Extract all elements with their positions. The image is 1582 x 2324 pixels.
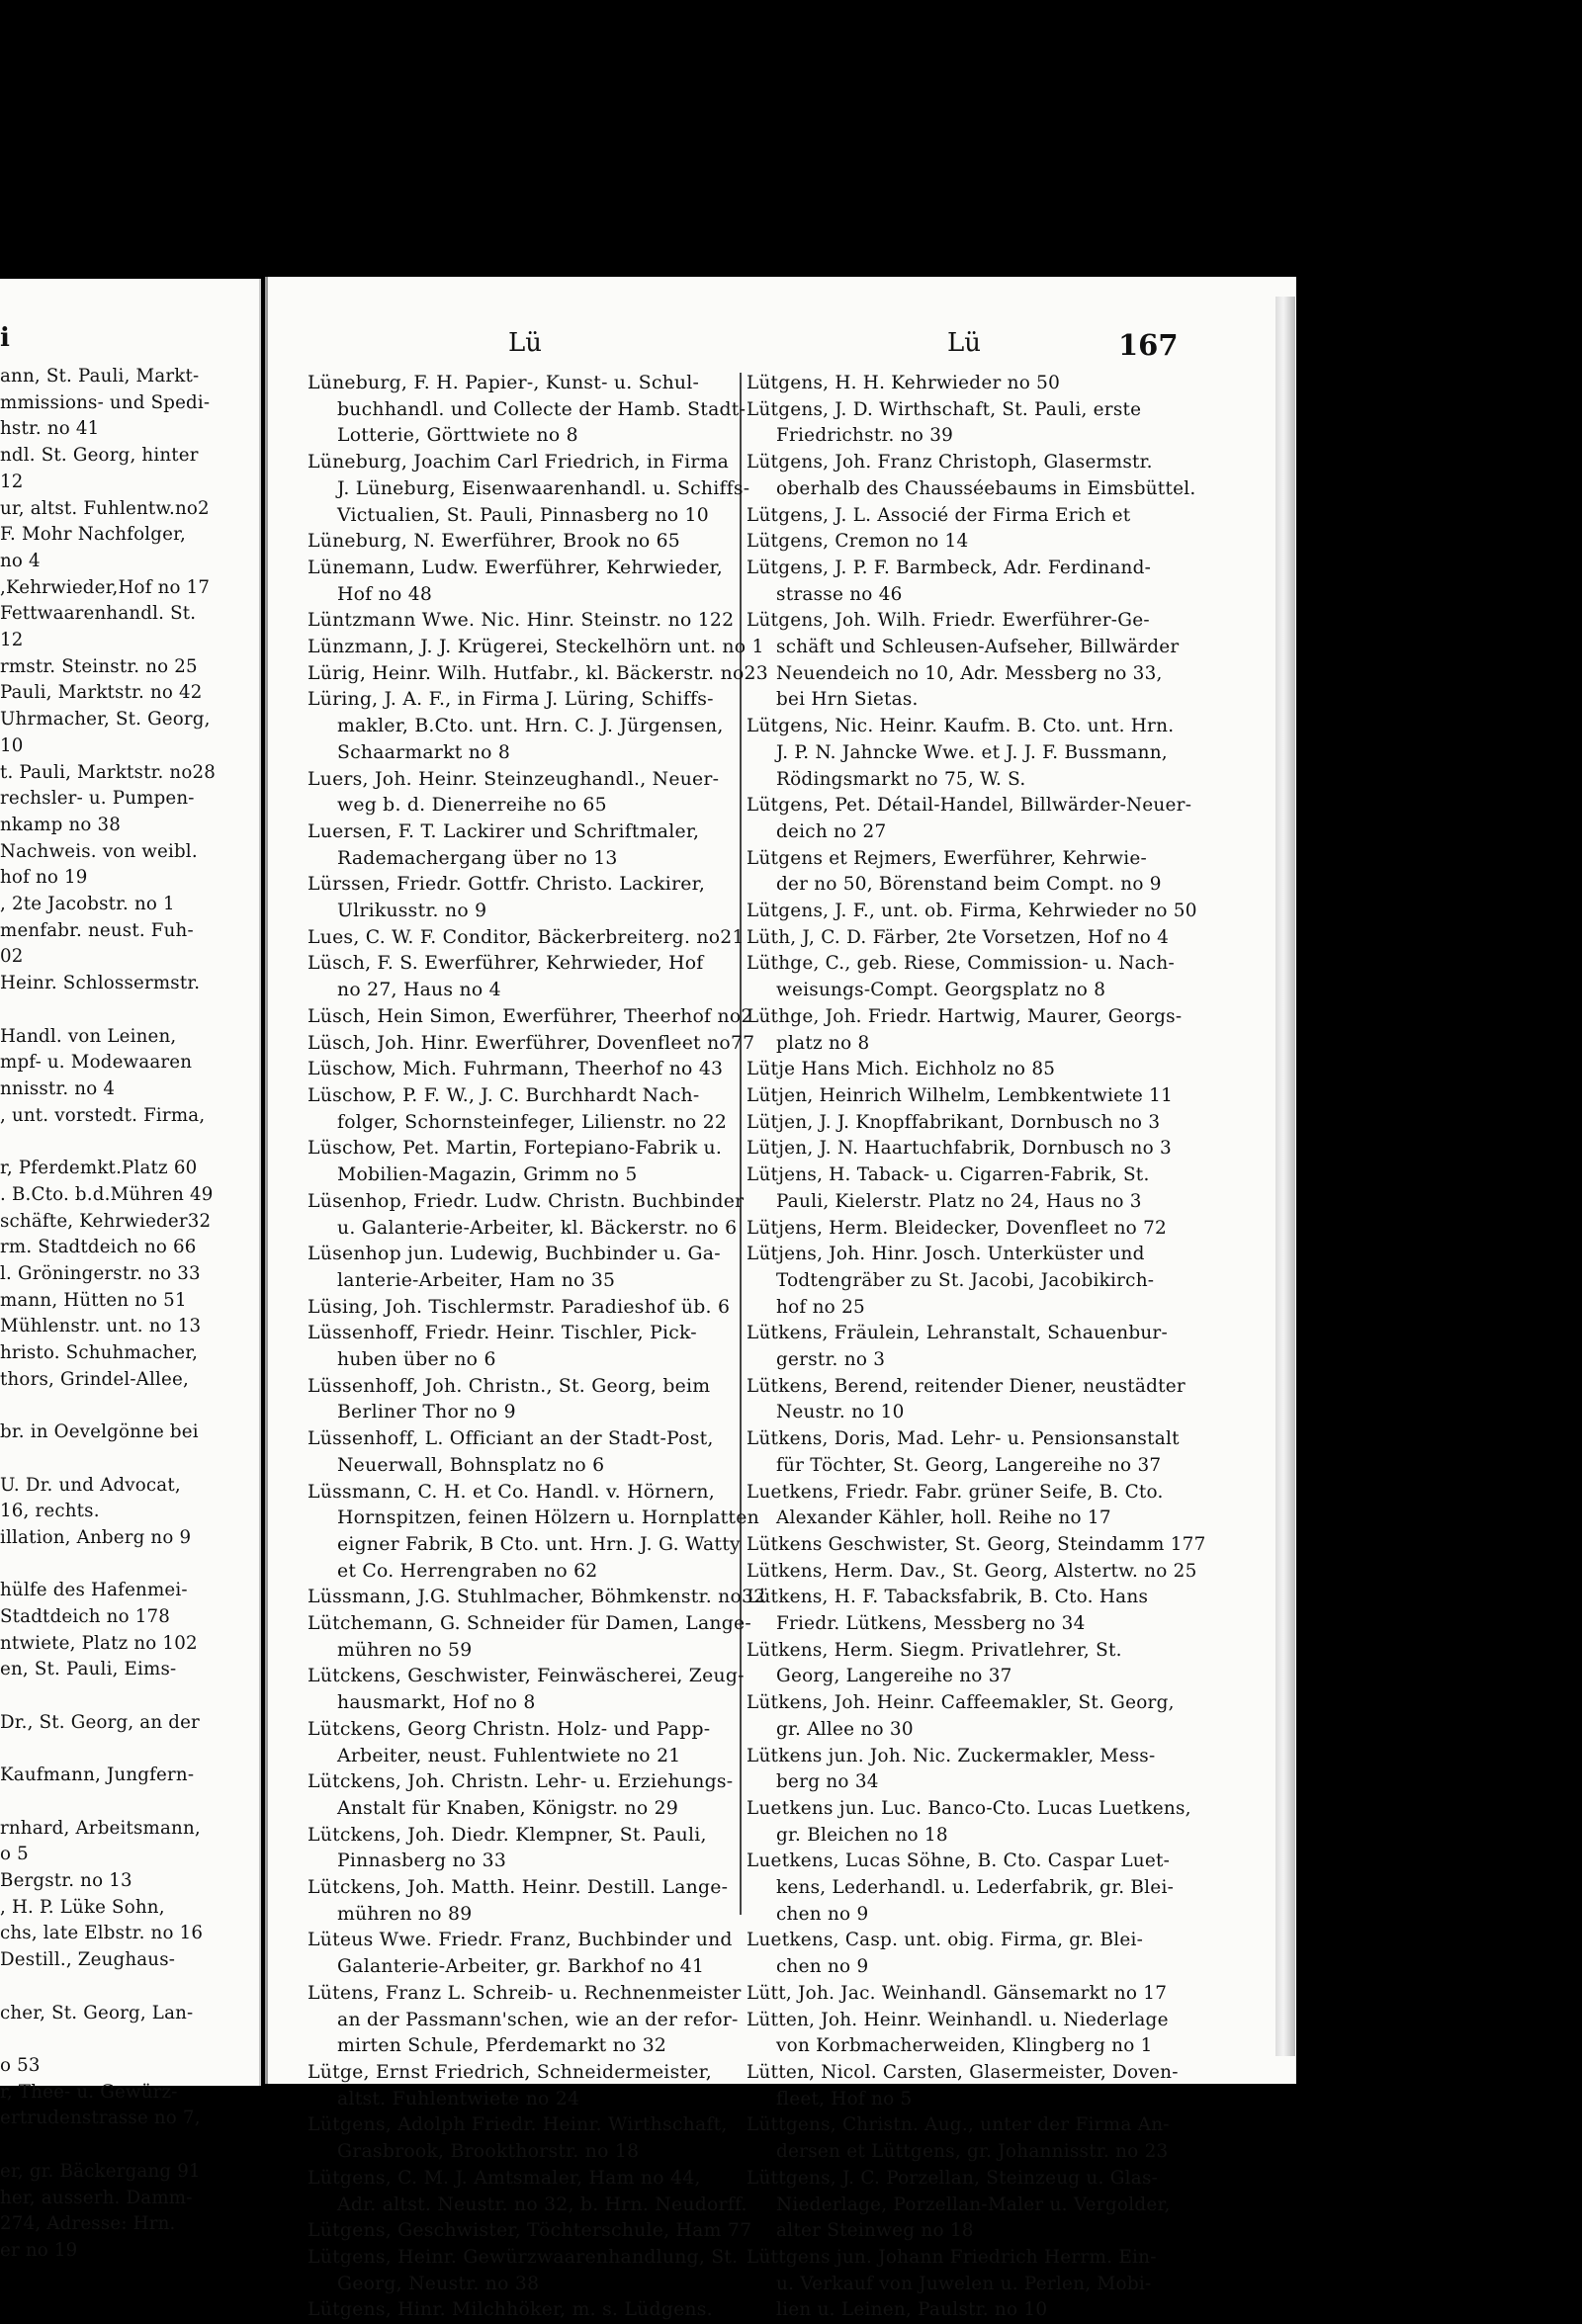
directory-continuation-line: Hof no 48	[337, 583, 433, 605]
directory-continuation-line: Ulrikusstr. no 9	[337, 901, 487, 922]
directory-entry-line: Lüneburg, N. Ewerführer, Brook no 65	[308, 531, 680, 553]
directory-entry-line: Lünzmann, J. J. Krügerei, Steckelhörn unt. no 1	[308, 637, 764, 658]
left-page-line: 274, Adresse: Hrn.	[0, 2213, 176, 2235]
left-page-line	[0, 1446, 222, 1473]
directory-continuation-line: chen no 9	[776, 1903, 869, 1925]
directory-continuation-line: Berliner Thor no 9	[337, 1402, 516, 1423]
left-page-line: mann, Hütten no 51	[0, 1289, 187, 1311]
left-page-line: mmissions- und Spedi-	[0, 391, 211, 413]
left-page-line: rm. Stadtdeich no 66	[0, 1237, 197, 1258]
left-page-line: hülfe des Hafenmei-	[0, 1580, 188, 1601]
left-page-line: ann, St. Pauli, Markt-	[0, 366, 200, 387]
left-page-line: rnhard, Arbeitsmann,	[0, 1817, 201, 1839]
directory-entry-line: Lüssmann, J.G. Stuhlmacher, Böhmkenstr. no32	[308, 1587, 766, 1608]
directory-entry-line: Luetkens jun. Luc. Banco-Cto. Lucas Luetkens,	[747, 1797, 1191, 1819]
directory-continuation-line: folger, Schornsteinfeger, Lilienstr. no 22	[337, 1111, 728, 1133]
directory-entry-line: Lütten, Joh. Heinr. Weinhandl. u. Niederlage	[747, 2009, 1169, 2030]
directory-continuation-line: platz no 8	[776, 1032, 870, 1054]
left-page-line: thors, Grindel-Allee,	[0, 1368, 189, 1390]
directory-entry-line: Lues, C. W. F. Conditor, Bäckerbreiterg. no21	[308, 926, 745, 948]
directory-entry-line: Lütten, Nicol. Carsten, Glasermeister, Doven-	[747, 2062, 1179, 2083]
directory-continuation-line: Niederlage, Porzellan-Maler u. Vergolder,	[776, 2194, 1171, 2215]
directory-continuation-line: mirten Schule, Pferdemarkt no 32	[337, 2035, 667, 2057]
directory-continuation-line: buchhandl. und Collecte der Hamb. Stadt-	[337, 398, 747, 420]
left-page-line: menfabr. neust. Fuh-	[0, 919, 194, 941]
left-page-line: , H. P. Lüke Sohn,	[0, 1896, 165, 1918]
directory-entry-line: Lüttgens jun. Johann Friedrich Herrm. Ein-	[747, 2246, 1157, 2268]
header-left-letters: Lü	[508, 328, 543, 358]
directory-continuation-line: gr. Allee no 30	[776, 1718, 914, 1740]
directory-entry-line: Lüttgens, J. C. Porzellan, Steinzeug u. Glas-	[747, 2167, 1159, 2189]
directory-continuation-line: Victualien, St. Pauli, Pinnasberg no 10	[337, 504, 709, 526]
directory-entry-line: Lütkens Geschwister, St. Georg, Steindamm 177	[747, 1533, 1206, 1555]
directory-entry-line: Lütckens, Joh. Diedr. Klempner, St. Pauli,	[308, 1824, 707, 1846]
directory-entry-line: Lütgens, H. H. Kehrwieder no 50	[747, 373, 1061, 393]
left-page-line: Nachweis. von weibl.	[0, 840, 198, 862]
left-page-line	[0, 1393, 222, 1420]
left-page-line: Heinr. Schlossermstr.	[0, 973, 201, 994]
left-page-line: hristo. Schuhmacher,	[0, 1342, 199, 1364]
left-page-line: cher, St. Georg, Lan-	[0, 2002, 194, 2023]
page-edge	[1275, 297, 1295, 2056]
left-page-line: er no 19	[0, 2239, 78, 2261]
directory-entry-line: Lüth, J, C. D. Färber, 2te Vorsetzen, Hof no 4	[747, 926, 1170, 948]
left-page-line: t. Pauli, Marktstr. no28	[0, 761, 217, 783]
left-page-line: nkamp no 38	[0, 814, 122, 835]
directory-entry-line: Lütgens, Hinr. Milchhöker, m. s. Lüdgens.	[308, 2299, 713, 2321]
directory-entry-line: Lüsch, Joh. Hinr. Ewerführer, Dovenfleet no77	[308, 1032, 755, 1054]
directory-continuation-line: altst. Fuhlentwiete no 24	[337, 2088, 580, 2109]
directory-entry-line: Lütgens, J. P. F. Barmbeck, Adr. Ferdinand-	[747, 557, 1152, 578]
directory-continuation-line: oberhalb des Chausséebaums in Eimsbüttel.	[776, 477, 1196, 499]
left-page-line: Mühlenstr. unt. no 13	[0, 1316, 202, 1337]
directory-entry-line: Lürig, Heinr. Wilh. Hutfabr., kl. Bäckerstr. no23	[308, 662, 768, 684]
directory-continuation-line: Schaarmarkt no 8	[337, 741, 511, 763]
directory-entry-line: Luetkens, Casp. unt. obig. Firma, gr. Blei-	[747, 1930, 1144, 1951]
left-page-line: ndl. St. Georg, hinter	[0, 445, 199, 467]
directory-continuation-line: schäft und Schleusen-Aufseher, Billwärder	[776, 637, 1180, 658]
directory-entry-line: Lütjen, J. J. Knopffabrikant, Dornbusch no 3	[747, 1111, 1161, 1133]
directory-continuation-line: u. Galanterie-Arbeiter, kl. Bäckerstr. no 6	[337, 1217, 738, 1239]
directory-continuation-line: u. Verkauf von Juwelen u. Perlen, Mobi-	[776, 2273, 1152, 2294]
directory-continuation-line: Arbeiter, neust. Fuhlentwiete no 21	[337, 1745, 681, 1766]
left-page-line: illation, Anberg no 9	[0, 1526, 192, 1548]
directory-continuation-line: Todtengräber zu St. Jacobi, Jacobikirch-	[776, 1269, 1155, 1291]
directory-continuation-line: an der Passmann'schen, wie an der refor-	[337, 2009, 739, 2030]
directory-entry-line: Lürssen, Friedr. Gottfr. Christo. Lackirer,	[308, 874, 706, 896]
directory-entry-line: Lütgens, J. L. Associé der Firma Erich et	[747, 504, 1131, 526]
left-page-line: F. Mohr Nachfolger,	[0, 524, 186, 546]
left-page-line: en, St. Pauli, Eims-	[0, 1659, 177, 1680]
directory-entry-line: Lütkens, Doris, Mad. Lehr- u. Pensionsanstalt	[747, 1428, 1180, 1450]
left-page-line	[0, 997, 222, 1024]
left-page	[0, 279, 261, 2261]
directory-continuation-line: der no 50, Börenstand beim Compt. no 9	[776, 874, 1162, 896]
directory-continuation-line: gr. Bleichen no 18	[776, 1824, 948, 1846]
directory-continuation-line: weg b. d. Dienerreihe no 65	[337, 795, 607, 817]
directory-entry-line: Lütgens, Pet. Détail-Handel, Billwärder-Neuer-	[747, 795, 1192, 817]
directory-continuation-line: alter Steinweg no 18	[776, 2220, 974, 2242]
directory-entry-line: Lüssenhoff, L. Officiant an der Stadt-Post,	[308, 1428, 714, 1450]
directory-entry-line: Lütens, Franz L. Schreib- u. Rechnenmeister	[308, 1982, 742, 2004]
directory-entry-line: Lütje Hans Mich. Eichholz no 85	[747, 1059, 1056, 1080]
directory-continuation-line: mühren no 89	[337, 1903, 473, 1925]
directory-continuation-line: huben über no 6	[337, 1349, 496, 1371]
directory-entry-line: Lütjen, Heinrich Wilhelm, Lembkentwiete 11	[747, 1084, 1174, 1106]
left-page-line: 16, rechts.	[0, 1501, 100, 1522]
directory-entry-line: Lünemann, Ludw. Ewerführer, Kehrwieder,	[308, 557, 723, 578]
left-page-line: ,Kehrwieder,Hof no 17	[0, 576, 211, 598]
directory-column-right	[747, 371, 1221, 2324]
directory-entry-line: Lütgens et Rejmers, Ewerführer, Kehrwie-	[747, 847, 1147, 869]
left-page-line: 12	[0, 471, 24, 492]
left-page-line: Bergstr. no 13	[0, 1870, 132, 1892]
left-page-line: U. Dr. und Advocat,	[0, 1474, 181, 1496]
left-page-line: o 53	[0, 2055, 41, 2076]
directory-entry-line: Lüschow, P. F. W., J. C. Burchhardt Nach-	[308, 1084, 700, 1106]
directory-entry-line: Lüring, J. A. F., in Firma J. Lüring, Schiffs-	[308, 689, 714, 711]
directory-continuation-line: Friedrichstr. no 39	[776, 425, 954, 447]
left-page-line	[0, 1974, 222, 2001]
left-page-line: ur, altst. Fuhlentw.no2	[0, 497, 210, 519]
directory-continuation-line: lien u. Leinen, Paulstr. no 10	[776, 2299, 1048, 2321]
left-page-line: Fettwaarenhandl. St.	[0, 603, 197, 625]
directory-entry-line: Lütjens, Herm. Bleidecker, Dovenfleet no 72	[747, 1217, 1167, 1239]
directory-continuation-line: Neustr. no 10	[776, 1402, 905, 1423]
left-page-line: l. Gröningerstr. no 33	[0, 1262, 201, 1284]
directory-entry-line: Lüthge, C., geb. Riese, Commission- u. Nach-	[747, 953, 1175, 975]
left-page-line: schäfte, Kehrwieder32	[0, 1210, 212, 1232]
directory-entry-line: Lütkens, Joh. Heinr. Caffeemakler, St. Georg,	[747, 1692, 1175, 1714]
directory-entry-line: Lütckens, Joh. Matth. Heinr. Destill. Lange-	[308, 1877, 729, 1899]
directory-continuation-line: Georg, Langereihe no 37	[776, 1666, 1012, 1687]
left-page-line	[0, 2132, 222, 2159]
directory-continuation-line: Grasbrook, Brookthorstr. no 18	[337, 2141, 640, 2163]
directory-entry-line: Luetkens, Lucas Söhne, B. Cto. Caspar Luet-	[747, 1851, 1171, 1872]
directory-entry-line: Lüntzmann Wwe. Nic. Hinr. Steinstr. no 122	[308, 610, 735, 632]
directory-entry-line: Lütkens, H. F. Tabacksfabrik, B. Cto. Hans	[747, 1587, 1149, 1608]
left-page-line: , 2te Jacobstr. no 1	[0, 894, 175, 915]
directory-continuation-line: makler, B.Cto. unt. Hrn. C. J. Jürgensen,	[337, 716, 724, 737]
left-page-line: chs, late Elbstr. no 16	[0, 1923, 204, 1944]
left-page-line: o 5	[0, 1844, 29, 1865]
directory-entry-line: Lütckens, Geschwister, Feinwäscherei, Zeug-	[308, 1666, 745, 1687]
directory-entry-line: Lütjen, J. N. Haartuchfabrik, Dornbusch no 3	[747, 1138, 1172, 1160]
directory-entry-line: Lüneburg, Joachim Carl Friedrich, in Firma	[308, 452, 730, 473]
directory-entry-line: Lüneburg, F. H. Papier-, Kunst- u. Schul-	[308, 373, 700, 393]
directory-entry-line: Lüsch, Hein Simon, Ewerführer, Theerhof no2	[308, 1005, 753, 1027]
directory-continuation-line: deich no 27	[776, 820, 887, 842]
directory-continuation-line: et Co. Herrengraben no 62	[337, 1560, 598, 1582]
directory-continuation-line: dersen et Lüttgens, gr. Johannisstr. no 23	[776, 2141, 1169, 2163]
directory-continuation-line: hof no 25	[776, 1296, 865, 1318]
directory-continuation-line: Lotterie, Görttwiete no 8	[337, 425, 578, 447]
page-number: 167	[1118, 328, 1179, 362]
left-page-line: hstr. no 41	[0, 418, 100, 440]
directory-entry-line: Lüthge, Joh. Friedr. Hartwig, Maurer, Georgs-	[747, 1005, 1183, 1027]
directory-entry-line: Lütgens, Geschwister, Töchterschule, Ham 77	[308, 2220, 752, 2242]
left-page-line: , unt. vorstedt. Firma,	[0, 1104, 206, 1126]
directory-entry-line: Lütt, Joh. Jac. Weinhandl. Gänsemarkt no 17	[747, 1982, 1168, 2004]
left-page-line	[0, 1683, 222, 1710]
directory-continuation-line: von Korbmacherweiden, Klingberg no 1	[776, 2035, 1153, 2057]
directory-entry-line: Lüsing, Joh. Tischlermstr. Paradieshof üb. 6	[308, 1296, 731, 1318]
directory-continuation-line: kens, Lederhandl. u. Lederfabrik, gr. Blei-	[776, 1877, 1175, 1899]
directory-continuation-line: für Töchter, St. Georg, Langereihe no 37	[776, 1454, 1162, 1476]
directory-entry-line: Lütjens, Joh. Hinr. Josch. Unterküster und	[747, 1244, 1145, 1265]
directory-entry-line: Lüssenhoff, Friedr. Heinr. Tischler, Pick-	[308, 1323, 697, 1344]
directory-entry-line: Luetkens, Friedr. Fabr. grüner Seife, B. Cto.	[747, 1481, 1164, 1503]
left-page-line: r, Thee- u. Gewürz-	[0, 2081, 178, 2103]
directory-entry-line: Luersen, F. T. Lackirer und Schriftmaler,	[308, 820, 700, 842]
directory-entry-line: Luers, Joh. Heinr. Steinzeughandl., Neuer-	[308, 768, 720, 790]
directory-entry-line: Lüteus Wwe. Friedr. Franz, Buchbinder und	[308, 1930, 733, 1951]
directory-entry-line: Lütkens, Herm. Dav., St. Georg, Alstertw. no 25	[747, 1560, 1197, 1582]
left-page-line: rmstr. Steinstr. no 25	[0, 655, 198, 677]
left-page-line: 10	[0, 734, 24, 756]
directory-continuation-line: weisungs-Compt. Georgsplatz no 8	[776, 980, 1106, 1001]
left-page-line: . B.Cto. b.d.Mühren 49	[0, 1183, 214, 1205]
left-page-line: Stadtdeich no 178	[0, 1606, 171, 1628]
directory-continuation-line: Adr. altst. Neustr. no 32, b. Hrn. Neudorff.	[337, 2194, 747, 2215]
left-page-line	[0, 1737, 222, 1764]
directory-continuation-line: strasse no 46	[776, 583, 903, 605]
directory-continuation-line: Rademachergang über no 13	[337, 847, 618, 869]
directory-continuation-line: Friedr. Lütkens, Messberg no 34	[776, 1613, 1086, 1635]
left-page-line: no 4	[0, 550, 41, 571]
left-page-line: rechsler- u. Pumpen-	[0, 788, 195, 810]
directory-entry-line: Lüschow, Mich. Fuhrmann, Theerhof no 43	[308, 1059, 724, 1080]
directory-continuation-line: Pinnasberg no 33	[337, 1851, 507, 1872]
directory-entry-line: Lüsch, F. S. Ewerführer, Kehrwieder, Hof	[308, 953, 704, 975]
directory-continuation-line: Alexander Kähler, holl. Reihe no 17	[776, 1507, 1111, 1529]
left-page-line	[0, 1129, 222, 1156]
running-header	[268, 328, 1179, 362]
directory-entry-line: Lütgens, J. F., unt. ob. Firma, Kehrwieder no 50	[747, 901, 1197, 922]
left-page-line: Handl. von Leinen,	[0, 1025, 177, 1047]
directory-continuation-line: hausmarkt, Hof no 8	[337, 1692, 536, 1714]
left-page-line: Dr., St. Georg, an der	[0, 1711, 200, 1733]
directory-continuation-line: Anstalt für Knaben, Königstr. no 29	[337, 1797, 679, 1819]
directory-continuation-line: chen no 9	[776, 1956, 869, 1978]
directory-entry-line: Lüssmann, C. H. et Co. Handl. v. Hörnern,	[308, 1481, 715, 1503]
directory-entry-line: Lütgens, Joh. Franz Christoph, Glasermstr.	[747, 452, 1153, 473]
left-page-line: br. in Oevelgönne bei	[0, 1421, 199, 1443]
directory-entry-line: Lütgens, Adolph Friedr. Heinr. Wirthschaft,	[308, 2114, 728, 2136]
directory-entry-line: Lüschow, Pet. Martin, Fortepiano-Fabrik u.	[308, 1138, 723, 1160]
directory-continuation-line: lanterie-Arbeiter, Ham no 35	[337, 1269, 616, 1291]
directory-entry-line: Lütkens jun. Joh. Nic. Zuckermakler, Mess-	[747, 1745, 1156, 1766]
left-page-heading: i	[0, 323, 10, 353]
left-page-line	[0, 1789, 222, 1816]
left-page-line	[0, 2026, 222, 2053]
left-page-line: Uhrmacher, St. Georg,	[0, 709, 211, 731]
directory-entry-line: Lüsenhop, Friedr. Ludw. Christn. Buchbinder	[308, 1190, 745, 1212]
directory-continuation-line: fleet, Hof no 5	[776, 2088, 913, 2109]
directory-continuation-line: berg no 34	[776, 1771, 879, 1793]
directory-entry-line: Lütgens, Heinr. Gewürzwaarenhandlung, St.	[308, 2246, 739, 2268]
directory-entry-line: Lütkens, Herm. Siegm. Privatlehrer, St.	[747, 1639, 1122, 1661]
directory-continuation-line: Neuerwall, Bohnsplatz no 6	[337, 1454, 605, 1476]
directory-entry-line: Lütgens, Joh. Wilh. Friedr. Ewerführer-Ge-	[747, 610, 1150, 632]
directory-entry-line: Lütgens, Nic. Heinr. Kaufm. B. Cto. unt. Hrn.	[747, 716, 1175, 737]
left-page-line: Pauli, Marktstr. no 42	[0, 682, 203, 704]
directory-entry-line: Lütgens, Cremon no 14	[747, 531, 969, 553]
left-page-line: Kaufmann, Jungfern-	[0, 1765, 195, 1786]
directory-continuation-line: eigner Fabrik, B Cto. unt. Hrn. J. G. Watty	[337, 1533, 741, 1555]
directory-entry-line: Lütchemann, G. Schneider für Damen, Lange-	[308, 1613, 751, 1635]
directory-column-left	[308, 371, 782, 2324]
left-page-line: er, gr. Bäckergang 91	[0, 2160, 201, 2182]
left-page-line: mpf- u. Modewaaren	[0, 1052, 193, 1074]
directory-continuation-line: gerstr. no 3	[776, 1349, 886, 1371]
directory-entry-line: Lütgens, J. D. Wirthschaft, St. Pauli, erste	[747, 398, 1142, 420]
left-page-line: nnisstr. no 4	[0, 1077, 116, 1099]
directory-continuation-line: Galanterie-Arbeiter, gr. Barkhof no 41	[337, 1956, 705, 1978]
directory-continuation-line: Neuendeich no 10, Adr. Messberg no 33,	[776, 662, 1163, 684]
directory-entry-line: Lütckens, Georg Christn. Holz- und Papp-	[308, 1718, 711, 1740]
directory-entry-line: Lütjens, H. Taback- u. Cigarren-Fabrik, St.	[747, 1164, 1150, 1186]
left-page-line: hof no 19	[0, 867, 88, 889]
left-page-line	[0, 1552, 222, 1579]
directory-continuation-line: mühren no 59	[337, 1639, 473, 1661]
directory-continuation-line: Rödingsmarkt no 75, W. S.	[776, 768, 1026, 790]
directory-entry-line: Lüssenhoff, Joh. Christn., St. Georg, beim	[308, 1375, 711, 1397]
directory-continuation-line: no 27, Haus no 4	[337, 980, 501, 1001]
directory-entry-line: Lütge, Ernst Friedrich, Schneidermeister,	[308, 2062, 713, 2083]
directory-entry-line: Lütckens, Joh. Christn. Lehr- u. Erziehungs-	[308, 1771, 734, 1793]
left-page-line: 12	[0, 630, 24, 651]
directory-continuation-line: J. Lüneburg, Eisenwaarenhandl. u. Schiffs-	[337, 477, 750, 499]
left-page-line: ntwiete, Platz no 102	[0, 1632, 198, 1654]
left-page-line: r, Pferdemkt.Platz 60	[0, 1158, 198, 1179]
header-right-letters: Lü	[947, 328, 982, 358]
directory-continuation-line: Georg, Neustr. no 38	[337, 2273, 540, 2294]
left-page-line: 02	[0, 946, 24, 968]
directory-continuation-line: bei Hrn Sietas.	[776, 689, 919, 711]
left-page-column	[0, 364, 222, 2265]
directory-entry-line: Lüttgens, Christn. Aug., unter der Firma An-	[747, 2114, 1170, 2136]
directory-entry-line: Lütkens, Berend, reitender Diener, neustädter	[747, 1375, 1186, 1397]
directory-continuation-line: J. P. N. Jahncke Wwe. et J. J. F. Bussmann,	[776, 741, 1168, 763]
directory-continuation-line: Hornspitzen, feinen Hölzern u. Hornplatten	[337, 1507, 759, 1529]
directory-entry-line: Lüsenhop jun. Ludewig, Buchbinder u. Ga-	[308, 1244, 721, 1265]
directory-entry-line: Lütgens, C. M. J. Amtsmaler, Ham no 44,	[308, 2167, 701, 2189]
right-page	[265, 277, 1296, 2321]
left-page-line: Destill., Zeughaus-	[0, 1949, 176, 1971]
left-page-line: ertrudenstrasse no 7,	[0, 2108, 201, 2129]
directory-entry-line: Lütkens, Fräulein, Lehranstalt, Schauenbur-	[747, 1323, 1168, 1344]
directory-continuation-line: Pauli, Kielerstr. Platz no 24, Haus no 3	[776, 1190, 1142, 1212]
left-page-line: her, ausserh. Damm-	[0, 2187, 193, 2208]
directory-continuation-line: Mobilien-Magazin, Grimm no 5	[337, 1164, 638, 1186]
